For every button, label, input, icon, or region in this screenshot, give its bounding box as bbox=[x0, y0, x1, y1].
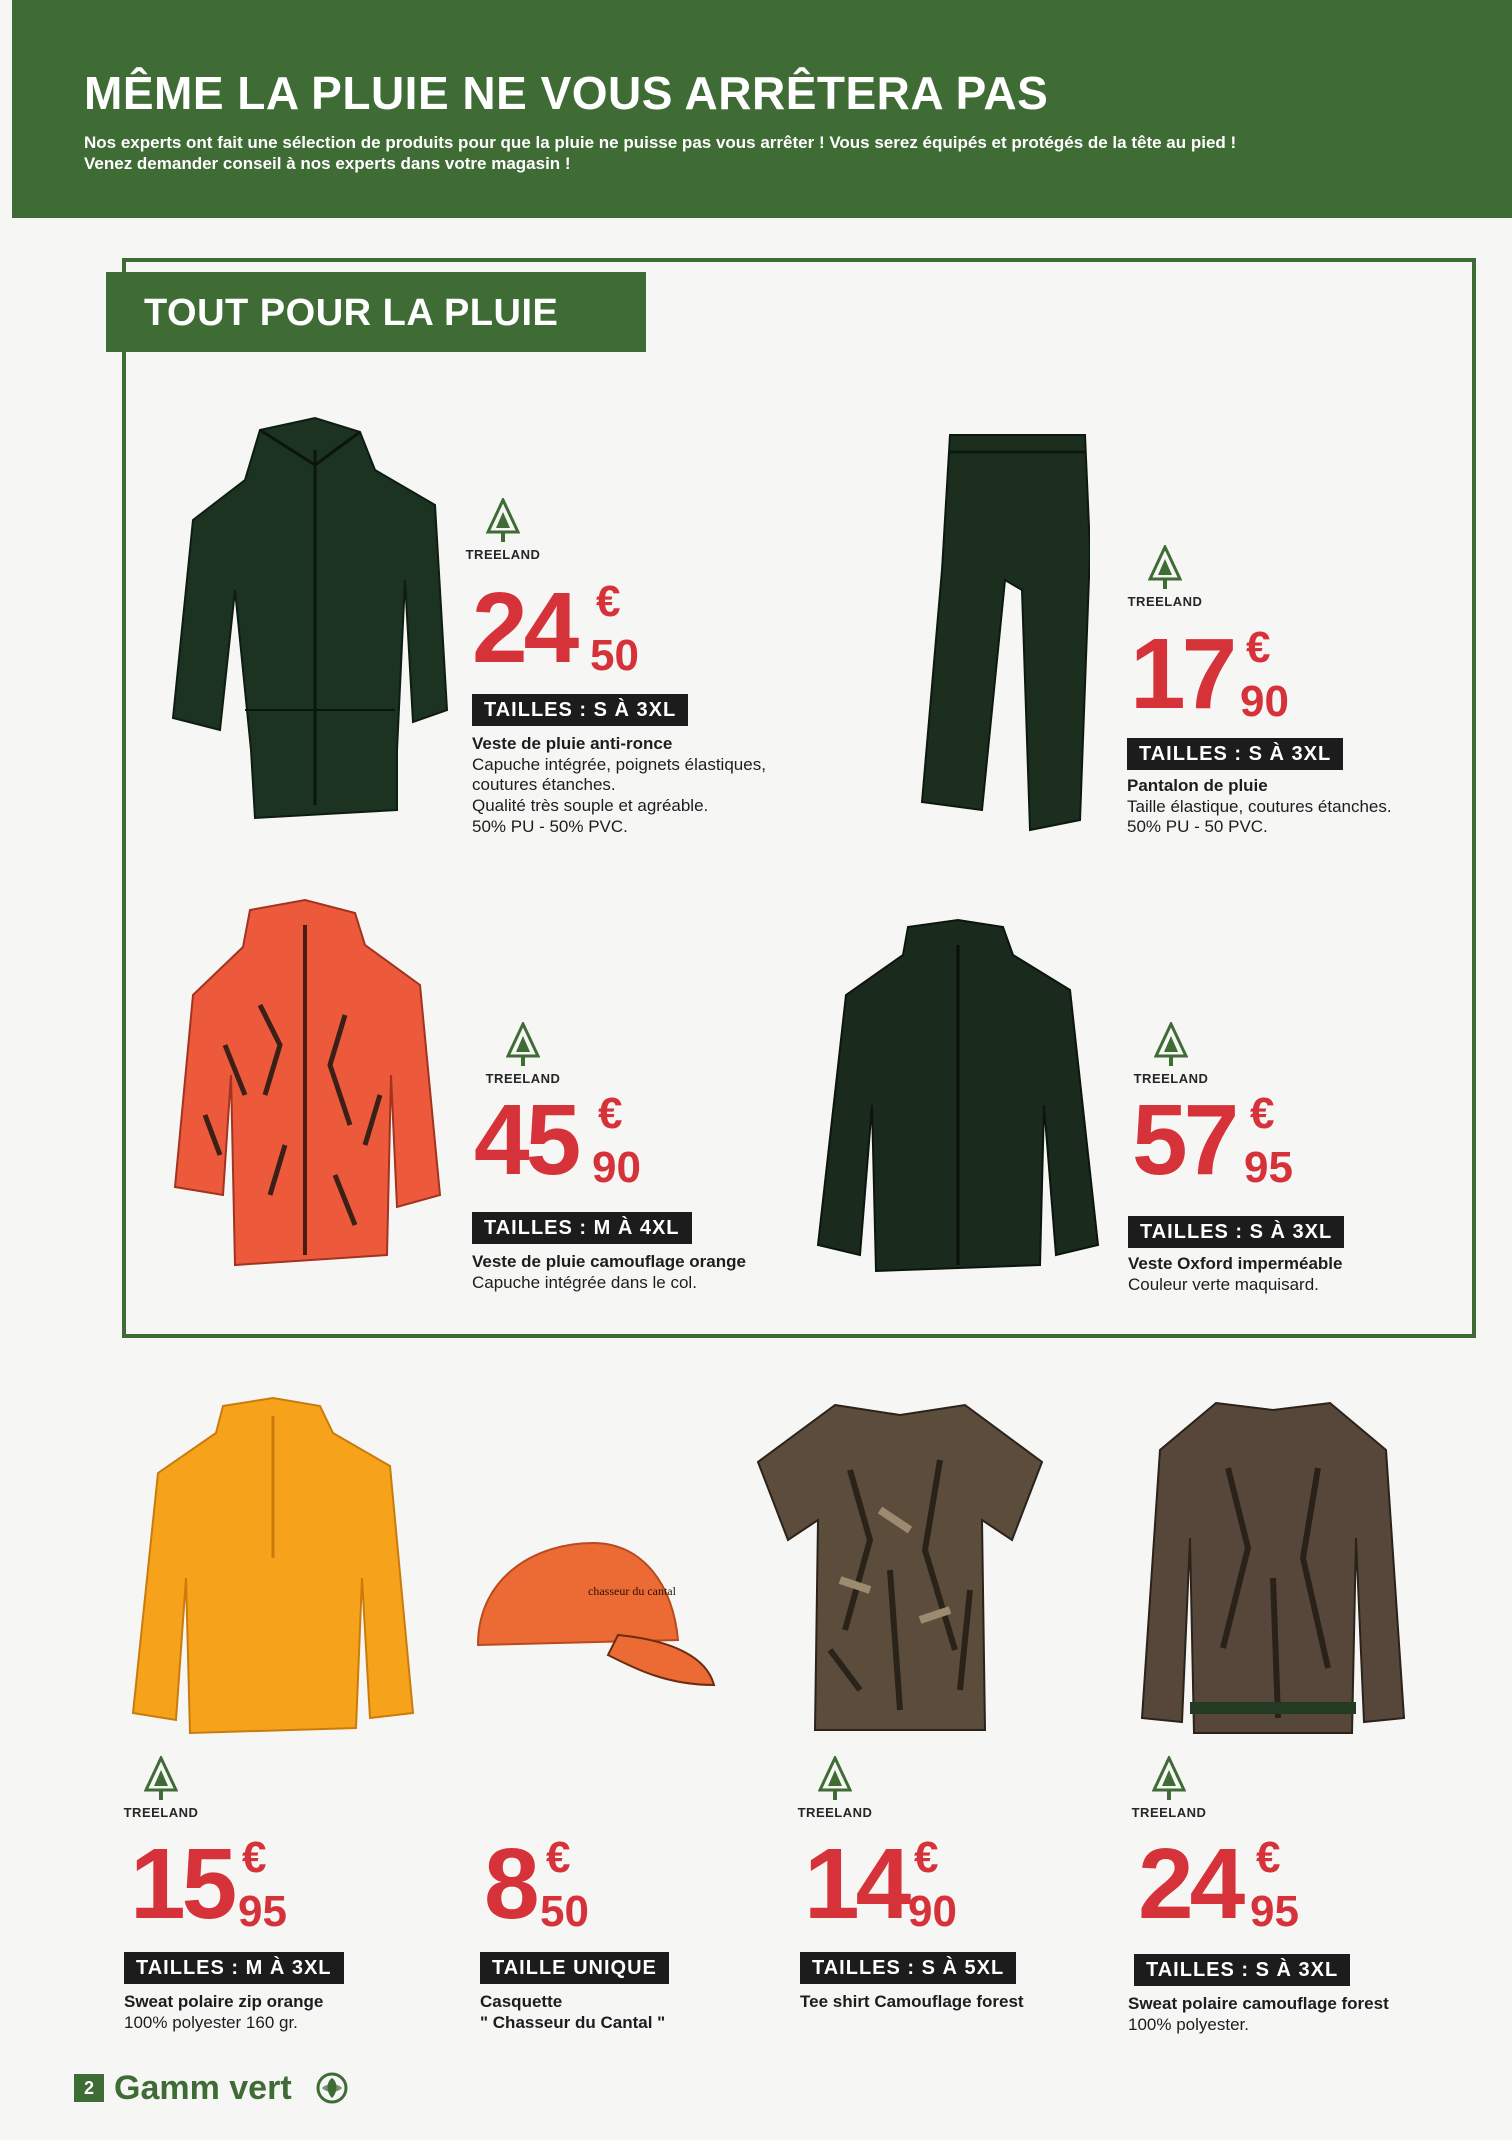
product-desc-1: Veste de pluie anti-ronce Capuche intégrée, poignets élastiques, coutures étanches. Qualité très souple et agréable. 50% PU - 50% PVC. bbox=[472, 734, 766, 836]
rain-pants-image bbox=[910, 430, 1090, 840]
size-badge-5: TAILLES : M À 3XL bbox=[124, 1952, 344, 1984]
treeland-logo: TREELAND bbox=[1126, 1022, 1216, 1086]
price-8: 24 € 95 bbox=[1138, 1828, 1299, 1940]
product-desc-4: Veste Oxford imperméable Couleur verte maquisard. bbox=[1128, 1254, 1343, 1294]
size-badge-6: TAILLE UNIQUE bbox=[480, 1952, 669, 1984]
treeland-logo: TREELAND bbox=[1120, 545, 1210, 609]
camo-tshirt-image bbox=[750, 1390, 1050, 1740]
treeland-logo: TREELAND bbox=[1124, 1756, 1214, 1820]
price-6: 8 € 50 bbox=[484, 1828, 589, 1940]
header-banner bbox=[12, 0, 1512, 218]
size-badge-3: TAILLES : M À 4XL bbox=[472, 1212, 692, 1244]
treeland-logo: TREELAND bbox=[458, 498, 548, 562]
treeland-tree-icon bbox=[506, 1022, 540, 1068]
treeland-logo: TREELAND bbox=[116, 1756, 206, 1820]
treeland-logo: TREELAND bbox=[790, 1756, 880, 1820]
product-desc-8: Sweat polaire camouflage forest 100% polyester. bbox=[1128, 1994, 1389, 2034]
page-number: 2 bbox=[74, 2074, 104, 2102]
treeland-tree-icon bbox=[1148, 545, 1182, 591]
header-subtitle: Nos experts ont fait une sélection de produits pour que la pluie ne puisse pas vous arrêter ! Vous serez équipés et protégés de la tête au pied ! Venez demander conseil à nos experts dans votre magasin ! bbox=[84, 133, 1237, 174]
price-7: 14 € 90 bbox=[804, 1828, 957, 1940]
gamm-vert-leaf-icon bbox=[316, 2072, 348, 2104]
camo-fleece-image bbox=[1138, 1388, 1408, 1748]
section-title: TOUT POUR LA PLUIE bbox=[106, 272, 646, 352]
treeland-tree-icon bbox=[144, 1756, 178, 1802]
size-badge-2: TAILLES : S À 3XL bbox=[1127, 738, 1343, 770]
size-badge-7: TAILLES : S À 5XL bbox=[800, 1952, 1016, 1984]
gamm-vert-logo: Gamm vert bbox=[114, 2069, 292, 2107]
treeland-logo: TREELAND bbox=[478, 1022, 568, 1086]
treeland-tree-icon bbox=[1152, 1756, 1186, 1802]
orange-fleece-image bbox=[128, 1388, 418, 1748]
price-2: 17 € 90 bbox=[1130, 618, 1289, 730]
price-3: 45 € 90 bbox=[474, 1084, 641, 1196]
cap-image bbox=[468, 1535, 718, 1705]
size-badge-4: TAILLES : S À 3XL bbox=[1128, 1216, 1344, 1248]
cap-logo-text: chasseur du cantal bbox=[588, 1584, 676, 1598]
page-title: MÊME LA PLUIE NE VOUS ARRÊTERA PAS bbox=[84, 67, 1049, 119]
product-desc-2: Pantalon de pluie Taille élastique, coutures étanches. 50% PU - 50 PVC. bbox=[1127, 776, 1392, 837]
price-4: 57 € 95 bbox=[1132, 1084, 1293, 1196]
size-badge-8: TAILLES : S À 3XL bbox=[1134, 1954, 1350, 1986]
product-desc-5: Sweat polaire zip orange 100% polyester 160 gr. bbox=[124, 1992, 324, 2032]
product-desc-6: Casquette " Chasseur du Cantal " bbox=[480, 1992, 666, 2032]
product-desc-3: Veste de pluie camouflage orange Capuche intégrée dans le col. bbox=[472, 1252, 746, 1292]
oxford-jacket-image bbox=[808, 915, 1108, 1285]
orange-camo-jacket-image bbox=[165, 895, 445, 1285]
price-1: 24 € 50 bbox=[472, 572, 639, 684]
treeland-tree-icon bbox=[486, 498, 520, 544]
rain-jacket-image bbox=[165, 410, 455, 840]
price-5: 15 € 95 bbox=[130, 1828, 287, 1940]
size-badge-1: TAILLES : S À 3XL bbox=[472, 694, 688, 726]
product-desc-7: Tee shirt Camouflage forest bbox=[800, 1992, 1024, 2011]
treeland-tree-icon bbox=[818, 1756, 852, 1802]
treeland-tree-icon bbox=[1154, 1022, 1188, 1068]
